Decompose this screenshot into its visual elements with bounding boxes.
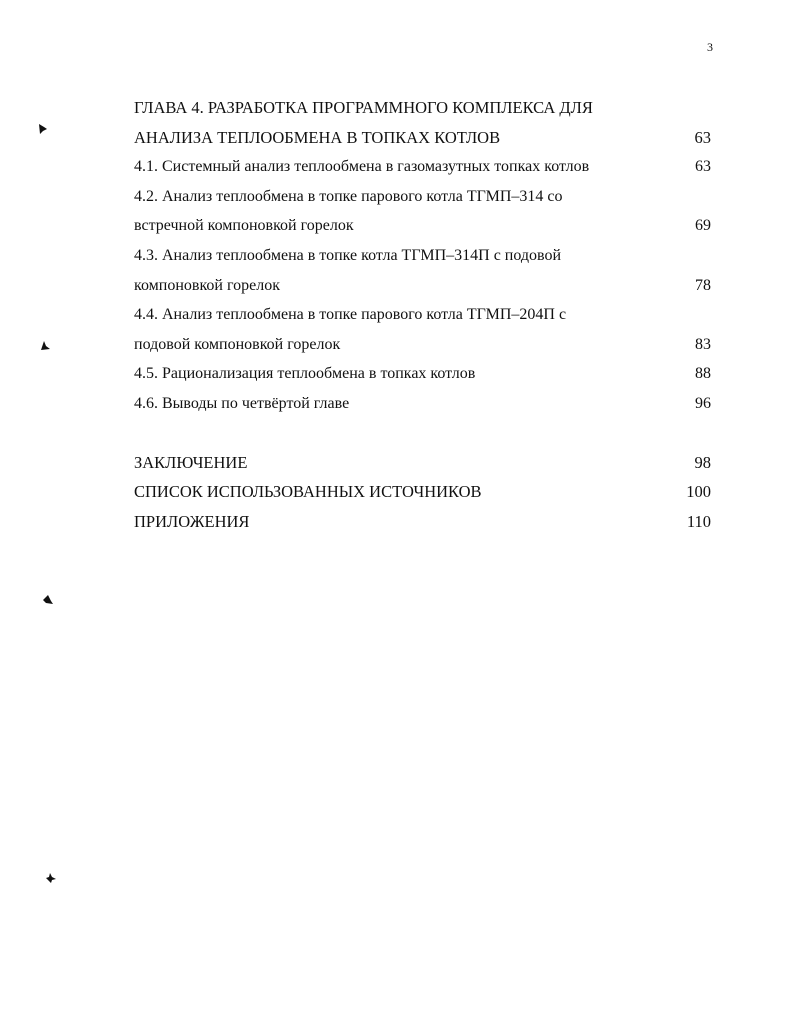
table-of-contents [134, 93, 711, 536]
scan-mark-icon [45, 872, 57, 884]
toc-chapter-4-line2 [134, 123, 711, 153]
toc-section-4-2-line1 [134, 182, 711, 212]
toc-section-4-5 [134, 359, 711, 389]
scan-mark-icon [39, 340, 51, 352]
toc-entry-text: встречной компоновкой горелок [134, 217, 354, 235]
toc-page-number: 110 [686, 511, 711, 531]
toc-entry-text: компоновкой горелок [134, 276, 281, 294]
toc-page-number: 69 [695, 217, 711, 235]
toc-conclusion [134, 448, 711, 478]
toc-entry-text: ЗАКЛЮЧЕНИЕ [134, 452, 248, 472]
toc-appendices [134, 507, 711, 537]
toc-entry-text: СПИСОК ИСПОЛЬЗОВАННЫХ ИСТОЧНИКОВ [134, 482, 482, 502]
toc-spacer [134, 419, 711, 448]
toc-page-number: 63 [695, 158, 711, 176]
scan-mark-icon [42, 594, 54, 606]
toc-entry-text: 4.6. Выводы по четвёртой главе [134, 394, 350, 412]
toc-entry-text: ГЛАВА 4. РАЗРАБОТКА ПРОГРАММНОГО КОМПЛЕКСА ДЛЯ [134, 98, 593, 117]
toc-page-number: 63 [694, 127, 711, 147]
toc-entry-text: подовой компоновкой горелок [134, 335, 341, 353]
toc-section-4-3-line2 [134, 271, 711, 301]
toc-entry-text: ПРИЛОЖЕНИЯ [134, 511, 250, 531]
toc-section-4-2-line2 [134, 211, 711, 241]
toc-entry-text: 4.5. Рационализация теплообмена в топках котлов [134, 365, 476, 383]
toc-section-4-3-line1 [134, 241, 711, 271]
toc-page-number: 88 [695, 365, 711, 383]
toc-entry-text: 4.1. Системный анализ теплообмена в газомазутных топках котлов [134, 158, 590, 176]
toc-page-number: 100 [686, 482, 711, 502]
toc-entry-text: АНАЛИЗА ТЕПЛООБМЕНА В ТОПКАХ КОТЛОВ [134, 127, 501, 147]
toc-chapter-4-line1 [134, 93, 711, 123]
toc-references [134, 477, 711, 507]
toc-section-4-4-line1 [134, 300, 711, 330]
toc-entry-text: 4.4. Анализ теплообмена в топке парового котла ТГМП–204П с [134, 306, 567, 324]
toc-page-number: 78 [695, 276, 711, 294]
toc-section-4-6 [134, 389, 711, 419]
scan-mark-icon [37, 123, 49, 135]
toc-section-4-4-line2 [134, 330, 711, 360]
toc-page-number: 96 [695, 394, 711, 412]
toc-entry-text: 4.3. Анализ теплообмена в топке котла ТГМП–314П с подовой [134, 246, 562, 264]
toc-page-number: 98 [694, 452, 711, 472]
page-number: 3 [707, 40, 713, 54]
toc-page-number: 83 [695, 335, 711, 353]
toc-entry-text: 4.2. Анализ теплообмена в топке парового котла ТГМП–314 со [134, 187, 563, 205]
toc-section-4-1 [134, 152, 711, 182]
